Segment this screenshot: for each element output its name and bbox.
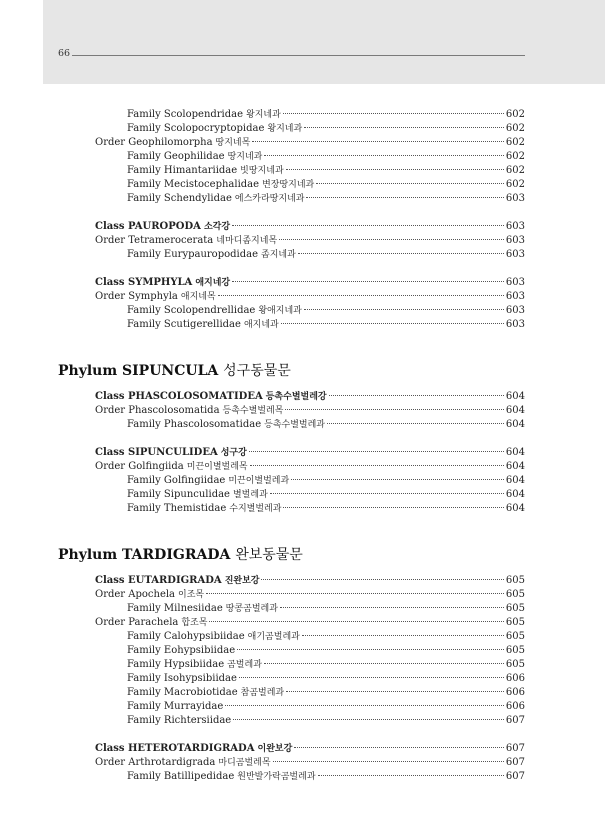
page-ref: 603 [505,305,525,316]
taxon-korean-name: 등촉수별벌레목 [222,406,284,416]
taxon-name: Class SIPUNCULIDEA [95,447,218,458]
page-ref: 603 [505,221,525,232]
dot-leader [209,621,503,622]
toc-entry-family [127,418,525,432]
toc-entry-family [127,686,525,700]
dot-leader [279,239,504,240]
dot-leader [270,493,504,494]
entry-label [127,644,235,658]
dot-leader [285,409,504,410]
taxon-name: Family Mecistocephalidae [127,179,260,190]
entry-label [127,248,296,262]
page-ref: 605 [505,617,525,628]
entry-label [95,460,248,474]
taxon-korean-name: 소각강 [203,222,231,232]
entry-label [95,756,271,770]
page-ref: 602 [505,179,525,190]
entry-label [127,700,223,714]
taxon-korean-name: 곰벌레과 [227,660,262,670]
taxon-name: Class EUTARDIGRADA [95,575,222,586]
phylum-korean-name: 성구동물문 [223,363,291,379]
taxon-name: Order Phascolosomatida [95,405,220,416]
page-ref: 604 [505,419,525,430]
taxon-korean-name: 땅지네목 [215,138,251,148]
entry-label [127,108,281,122]
header-rule [72,55,525,56]
entry-label [127,488,268,502]
page-ref: 605 [505,631,525,642]
dot-leader [250,465,504,466]
taxon-name: Family Murrayidae [127,701,224,712]
taxon-korean-name: 네마디좀지네목 [216,236,278,246]
phylum-name: Phylum TARDIGRADA [58,547,231,563]
taxon-name: Order Parachela [95,617,179,628]
taxon-name: Family Scolopocryptopidae [127,123,265,134]
toc-entry-family [127,502,525,516]
dot-leader [327,423,504,424]
entry-label [127,178,314,192]
dot-leader [286,691,504,692]
page-ref: 604 [505,447,525,458]
toc-entry-family [127,644,525,658]
taxon-korean-name: 이완보강 [257,744,293,754]
toc-entry-class [95,446,525,460]
entry-label [127,658,262,672]
toc-entry-class [95,220,525,234]
toc-entry-family [127,150,525,164]
page-ref: 606 [505,701,525,712]
page-ref: 604 [505,503,525,514]
taxon-korean-name: 에스카라땅지네과 [234,194,305,204]
entry-label [95,234,277,248]
entry-label [95,276,230,290]
entry-label [127,164,284,178]
dot-leader [304,127,504,128]
page-ref: 605 [505,603,525,614]
page-number: 66 [58,48,71,59]
toc-entry-class [95,276,525,290]
dot-leader [298,253,504,254]
page-ref: 603 [505,291,525,302]
taxon-name: Family Scolopendrellidae [127,305,256,316]
taxon-name: Family Isohypsibiidae [127,673,237,684]
phylum-name: Phylum SIPUNCULA [58,363,219,379]
page-ref: 603 [505,319,525,330]
page-ref: 604 [505,391,525,402]
dot-leader [291,479,504,480]
taxon-name: Family Themistidae [127,503,227,514]
dot-leader [286,169,504,170]
taxon-korean-name: 원반발가락곰벌레과 [237,772,316,782]
page-ref: 603 [505,235,525,246]
dot-leader [232,281,504,282]
taxon-korean-name: 성구강 [220,448,247,458]
entry-label [95,404,283,418]
dot-leader [232,225,504,226]
taxon-name: Class PHASCOLOSOMATIDEA [95,391,263,402]
page-ref: 606 [505,687,525,698]
entry-label [127,304,302,318]
dot-leader [264,155,504,156]
page-ref: 605 [505,575,525,586]
entry-label [127,672,237,686]
taxon-name: Family Richtersiidae [127,715,232,726]
toc-entry-order [95,290,525,304]
entry-label [127,122,302,136]
entry-label [95,136,250,150]
page-ref: 603 [505,277,525,288]
toc-entry-family [127,108,525,122]
page-ref: 602 [505,151,525,162]
entry-label [127,318,279,332]
toc-entry-family [127,658,525,672]
taxon-name: Family Hypsibiidae [127,659,225,670]
taxon-korean-name: 수지별벌레과 [229,504,282,514]
entry-label [95,446,247,460]
phylum-heading [58,360,291,380]
toc-entry-family [127,248,525,262]
taxon-korean-name: 좀지네과 [261,250,296,260]
toc-entry-family [127,122,525,136]
taxon-name: Class SYMPHYLA [95,277,193,288]
dot-leader [283,113,504,114]
taxon-name: Family Scolopendridae [127,109,244,120]
entry-label [95,616,207,630]
taxon-name: Family Macrobiotidae [127,687,238,698]
entry-label [127,192,304,206]
taxon-name: Family Sipunculidae [127,489,230,500]
toc-entry-order [95,136,525,150]
taxon-name: Order Geophilomorpha [95,137,213,148]
taxon-name: Family Himantariidae [127,165,238,176]
dot-leader [264,663,504,664]
dot-leader [218,295,504,296]
toc-entry-family [127,488,525,502]
entry-label [95,390,327,404]
entry-label [127,630,300,644]
toc-entry-order [95,460,525,474]
page-ref: 603 [505,249,525,260]
dot-leader [237,649,504,650]
dot-leader [249,451,504,452]
page-ref: 604 [505,405,525,416]
page-ref: 605 [505,659,525,670]
taxon-korean-name: 미끈이별벌레과 [228,476,290,486]
dot-leader [239,677,504,678]
dot-leader [318,775,504,776]
entry-label [95,220,230,234]
toc-entry-family [127,192,525,206]
entry-label [127,686,284,700]
page-ref: 603 [505,193,525,204]
toc-entry-family [127,164,525,178]
toc-entry-family [127,672,525,686]
dot-leader [294,747,504,748]
toc-entry-class [95,742,525,756]
entry-label [127,418,325,432]
page-ref: 606 [505,673,525,684]
entry-label [127,474,289,488]
taxon-name: Family Golfingiidae [127,475,226,486]
toc-entry-family [127,770,525,784]
entry-label [95,290,216,304]
taxon-name: Order Golfingiida [95,461,184,472]
entry-label [127,502,281,516]
phylum-korean-name: 완보동물문 [235,547,303,563]
toc-entry-order [95,234,525,248]
entry-label [127,602,278,616]
dot-leader [316,183,504,184]
dot-leader [225,705,504,706]
page-ref: 604 [505,461,525,472]
page-ref: 604 [505,475,525,486]
entry-label [95,574,259,588]
taxon-name: Order Symphyla [95,291,178,302]
toc-entry-order [95,616,525,630]
taxon-korean-name: 변장땅지네과 [262,180,315,190]
page-ref: 605 [505,589,525,600]
taxon-korean-name: 애지네강 [195,278,231,288]
dot-leader [283,507,503,508]
taxon-name: Family Geophilidae [127,151,225,162]
header-band [43,0,605,84]
taxon-korean-name: 빗땅지네과 [240,166,284,176]
toc-entry-family [127,602,525,616]
entry-label [95,588,204,602]
toc-entry-family [127,630,525,644]
taxon-korean-name: 미끈이별벌레목 [186,462,248,472]
taxon-name: Family Milnesiidae [127,603,223,614]
toc-entry-family [127,318,525,332]
taxon-korean-name: 참곰벌레과 [240,688,285,698]
taxon-name: Order Tetramerocerata [95,235,214,246]
page-ref: 607 [505,715,525,726]
taxon-korean-name: 애기곰벌레과 [247,632,300,642]
taxon-name: Class PAUROPODA [95,221,201,232]
taxon-korean-name: 등촉수별벌레강 [265,392,327,402]
toc-entry-family [127,474,525,488]
phylum-heading [58,544,303,564]
page-ref: 607 [505,771,525,782]
page-ref: 607 [505,743,525,754]
taxon-name: Family Schendylidae [127,193,232,204]
toc-entry-class [95,574,525,588]
taxon-korean-name: 별벌레과 [232,490,268,500]
entry-label [127,714,231,728]
dot-leader [329,395,504,396]
dot-leader [206,593,504,594]
page-ref: 602 [505,165,525,176]
taxon-name: Family Batillipedidae [127,771,235,782]
page-ref: 602 [505,123,525,134]
taxon-name: Family Eohypsibiidae [127,645,236,656]
toc-entry-order [95,588,525,602]
toc-entry-family [127,700,525,714]
taxon-korean-name: 진완보강 [224,576,260,586]
taxon-korean-name: 왕애지네과 [258,306,302,316]
page-ref: 607 [505,757,525,768]
dot-leader [306,197,503,198]
entry-label [95,742,292,756]
taxon-name: Family Eurypauropodidae [127,249,259,260]
toc-entry-order [95,404,525,418]
taxon-korean-name: 애지네과 [243,320,279,330]
taxon-korean-name: 합조목 [181,618,208,628]
taxon-name: Order Arthrotardigrada [95,757,216,768]
taxon-korean-name: 왕지네과 [246,110,281,120]
dot-leader [233,719,504,720]
toc-entry-family [127,178,525,192]
taxon-name: Class HETEROTARDIGRADA [95,743,255,754]
dot-leader [252,141,504,142]
taxon-korean-name: 왕지네과 [267,124,303,134]
toc-entry-family [127,304,525,318]
toc-entry-family [127,714,525,728]
page-ref: 604 [505,489,525,500]
taxon-korean-name: 땅지네과 [227,152,263,162]
taxon-korean-name: 마디곰벌레목 [218,758,271,768]
page-ref: 602 [505,109,525,120]
taxon-name: Family Scutigerellidae [127,319,241,330]
taxon-korean-name: 등촉수별벌레과 [264,420,325,430]
taxon-name: Order Apochela [95,589,176,600]
taxon-korean-name: 이조목 [178,590,205,600]
dot-leader [280,607,504,608]
toc-entry-class [95,390,525,404]
dot-leader [304,309,504,310]
taxon-name: Family Calohypsibiidae [127,631,245,642]
toc-entry-order [95,756,525,770]
taxon-korean-name: 땅콩곰벌레과 [225,604,278,614]
dot-leader [273,761,504,762]
dot-leader [261,579,503,580]
page-ref: 602 [505,137,525,148]
page-ref: 605 [505,645,525,656]
dot-leader [281,323,504,324]
dot-leader [302,635,504,636]
taxon-korean-name: 애지네목 [180,292,216,302]
entry-label [127,770,316,784]
taxon-name: Family Phascolosomatidae [127,419,262,430]
entry-label [127,150,262,164]
